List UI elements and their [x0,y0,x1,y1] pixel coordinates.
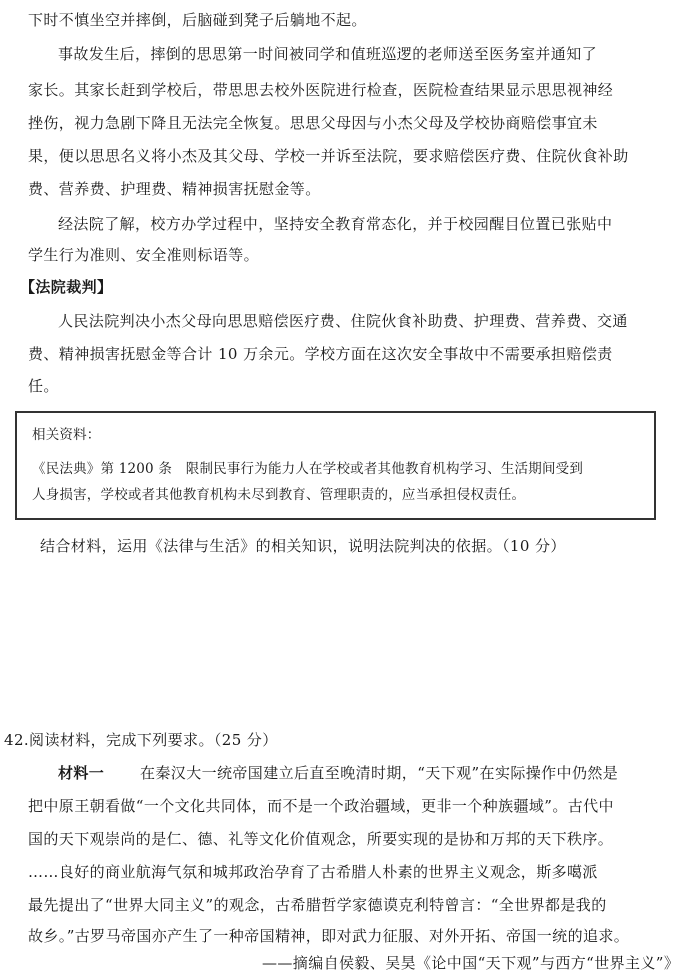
reference-line: 《民法典》第 1200 条 限制民事行为能力人在学校或者其他教育机构学习、生活期间受到 [32,461,584,477]
material-line: 故乡。”古罗马帝国亦产生了一种帝国精神，即对武力征服、对外开拓、帝国一统的追求。 [28,927,630,945]
case-line: 挫伤，视力急剧下降且无法完全恢复。思思父母因与小杰父母及学校协商赔偿事宜未 [28,114,598,132]
material-line: 把中原王朝看做“一个文化共同体，而不是一个政治疆域，更非一个种族疆域”。古代中 [28,797,614,815]
case-line: 事故发生后，摔倒的思思第一时间被同学和值班巡逻的老师送至医务室并通知了 [58,45,598,63]
case-line: 学生行为准则、安全准则标语等。 [28,246,260,264]
question-41-prompt: 结合材料，运用《法律与生活》的相关知识，说明法院判决的依据。（10 分） [40,537,566,555]
ruling-line: 人民法院判决小杰父母向思思赔偿医疗费、住院伙食补助费、护理费、营养费、交通 [58,312,628,330]
case-line: 经法院了解，校方办学过程中，坚持安全教育常态化，并于校园醒目位置已张贴中 [58,215,613,233]
reference-title: 相关资料： [32,427,101,443]
ruling-line: 任。 [28,377,59,395]
case-line: 果，便以思思名义将小杰及其父母、学校一并诉至法院，要求赔偿医疗费、住院伙食补助 [28,147,629,165]
material-line: 在秦汉大一统帝国建立后直至晚清时期，“天下观”在实际操作中仍然是 [140,764,619,782]
ruling-line: 费、精神损害抚慰金等合计 10 万余元。学校方面在这次安全事故中不需要承担赔偿责 [28,345,613,363]
ruling-heading: 【法院裁判】 [20,278,113,296]
material-line: ……良好的商业航海气氛和城邦政治孕育了古希腊人朴素的世界主义观念，斯多噶派 [28,863,598,881]
case-line: 费、营养费、护理费、精神损害抚慰金等。 [28,180,321,198]
case-line: 下时不慎坐空并摔倒，后脑碰到凳子后躺地不起。 [28,11,367,29]
material-line: 最先提出了“世界大同主义”的观念，古希腊哲学家德谟克利特曾言：“全世界都是我的 [28,896,607,914]
question-42-heading: 42.阅读材料，完成下列要求。（25 分） [4,731,278,749]
material-line: 国的天下观崇尚的是仁、德、礼等文化价值观念，所要实现的是协和万邦的天下秩序。 [28,830,614,848]
reference-line: 人身损害，学校或者其他教育机构未尽到教育、管理职责的，应当承担侵权责任。 [32,487,526,503]
case-line: 家长。其家长赶到学校后，带思思去校外医院进行检查，医院检查结果显示思思视神经 [28,81,614,99]
material-label: 材料一 [58,764,105,782]
reference-box [15,411,656,520]
material-source: ——摘编自侯毅、吴昊《论中国“天下观”与西方“世界主义”》 [262,954,680,972]
